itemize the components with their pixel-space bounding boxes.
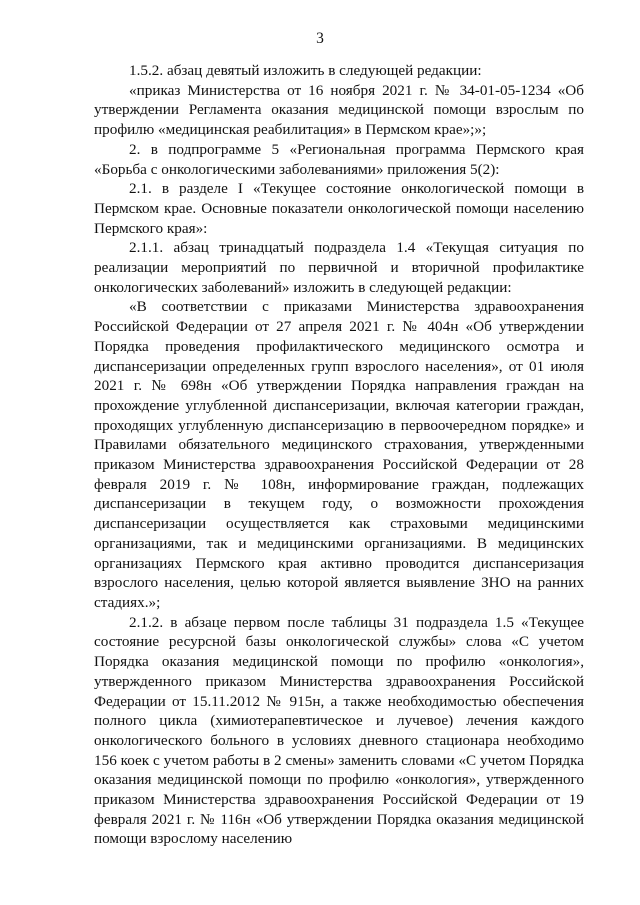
paragraph-quoted-new-wording: «В соответствии с приказами Министерства здравоохранения Российской Федерации от 27 апреля 2021 г. № 404н «Об утверждении Порядка проведения профилактического медицинского осмотра и диспансеризации определенных групп взрослого населения», от 01 июля 2021 г. № 698н «Об утверждении Порядка направления граждан на прохождение углубленной диспансеризации, включая категории граждан, проходящих углубленную диспансеризацию в первоочередном порядке» и Правилами обязательного медицинского страхования, утвержденными приказом Министерства здравоохранения Российской Федерации от 28 февраля 2019 г. № 108н, информирование граждан, подлежащих диспансеризации в текущем году, о возможности прохождения диспансеризации осуществляется как страховыми медицинскими организациями, так и медицинскими организациями. В медицинских организациях Пермского края активно проводится диспансеризация взрослого населения, целью которой является выявление ЗНО на ранних стадиях.»;	[94, 298, 584, 611]
document-body	[94, 61, 584, 849]
paragraph-1-5-2: 1.5.2. абзац девятый изложить в следующей редакции:	[129, 62, 482, 79]
paragraph-order-reference: «приказ Министерства от 16 ноября 2021 г. № 34-01-05-1234 «Об утверждении Регламента оказания медицинской помощи взрослым по профилю «медицинская реабилитация» в Пермском крае»;»;	[94, 81, 584, 139]
paragraph-2-1-1: 2.1.1. абзац тринадцатый подраздела 1.4 «Текущая ситуация по реализации мероприятий по первичной и вторичной профилактике онкологических заболеваний» изложить в следующей редакции:	[94, 239, 584, 296]
paragraph-2-1-section-1: 2.1. в разделе I «Текущее состояние онкологической помощи в Пермском крае. Основные показатели онкологической помощи населению Пермского края»:	[94, 180, 584, 237]
page-number: 3	[316, 30, 324, 47]
paragraph-2-subprogram-5: 2. в подпрограмме 5 «Региональная программа Пермского края «Борьба с онкологическими заболеваниями» приложения 5(2):	[94, 140, 584, 178]
paragraph-2-1-2: 2.1.2. в абзаце первом после таблицы 31 подраздела 1.5 «Текущее состояние ресурсной базы онкологической службы» слова «С учетом Порядка оказания медицинской помощи по профилю «онкология», утвержденного приказом Министерства здравоохранения Российской Федерации от 15.11.2012 № 915н, а также необходимостью обеспечения полного цикла (химиотерапевтическое и лучевое) лечения каждого онкологического больного в условиях дневного стационара необходимо 156 коек с учетом работы в 2 смены» заменить словами «С учетом Порядка оказания медицинской помощи по профилю «онкология», утвержденного приказом Министерства здравоохранения Российской Федерации от 19 февраля 2021 г. № 116н «Об утверждении Порядка оказания медицинской помощи взрослому населению	[94, 613, 584, 848]
